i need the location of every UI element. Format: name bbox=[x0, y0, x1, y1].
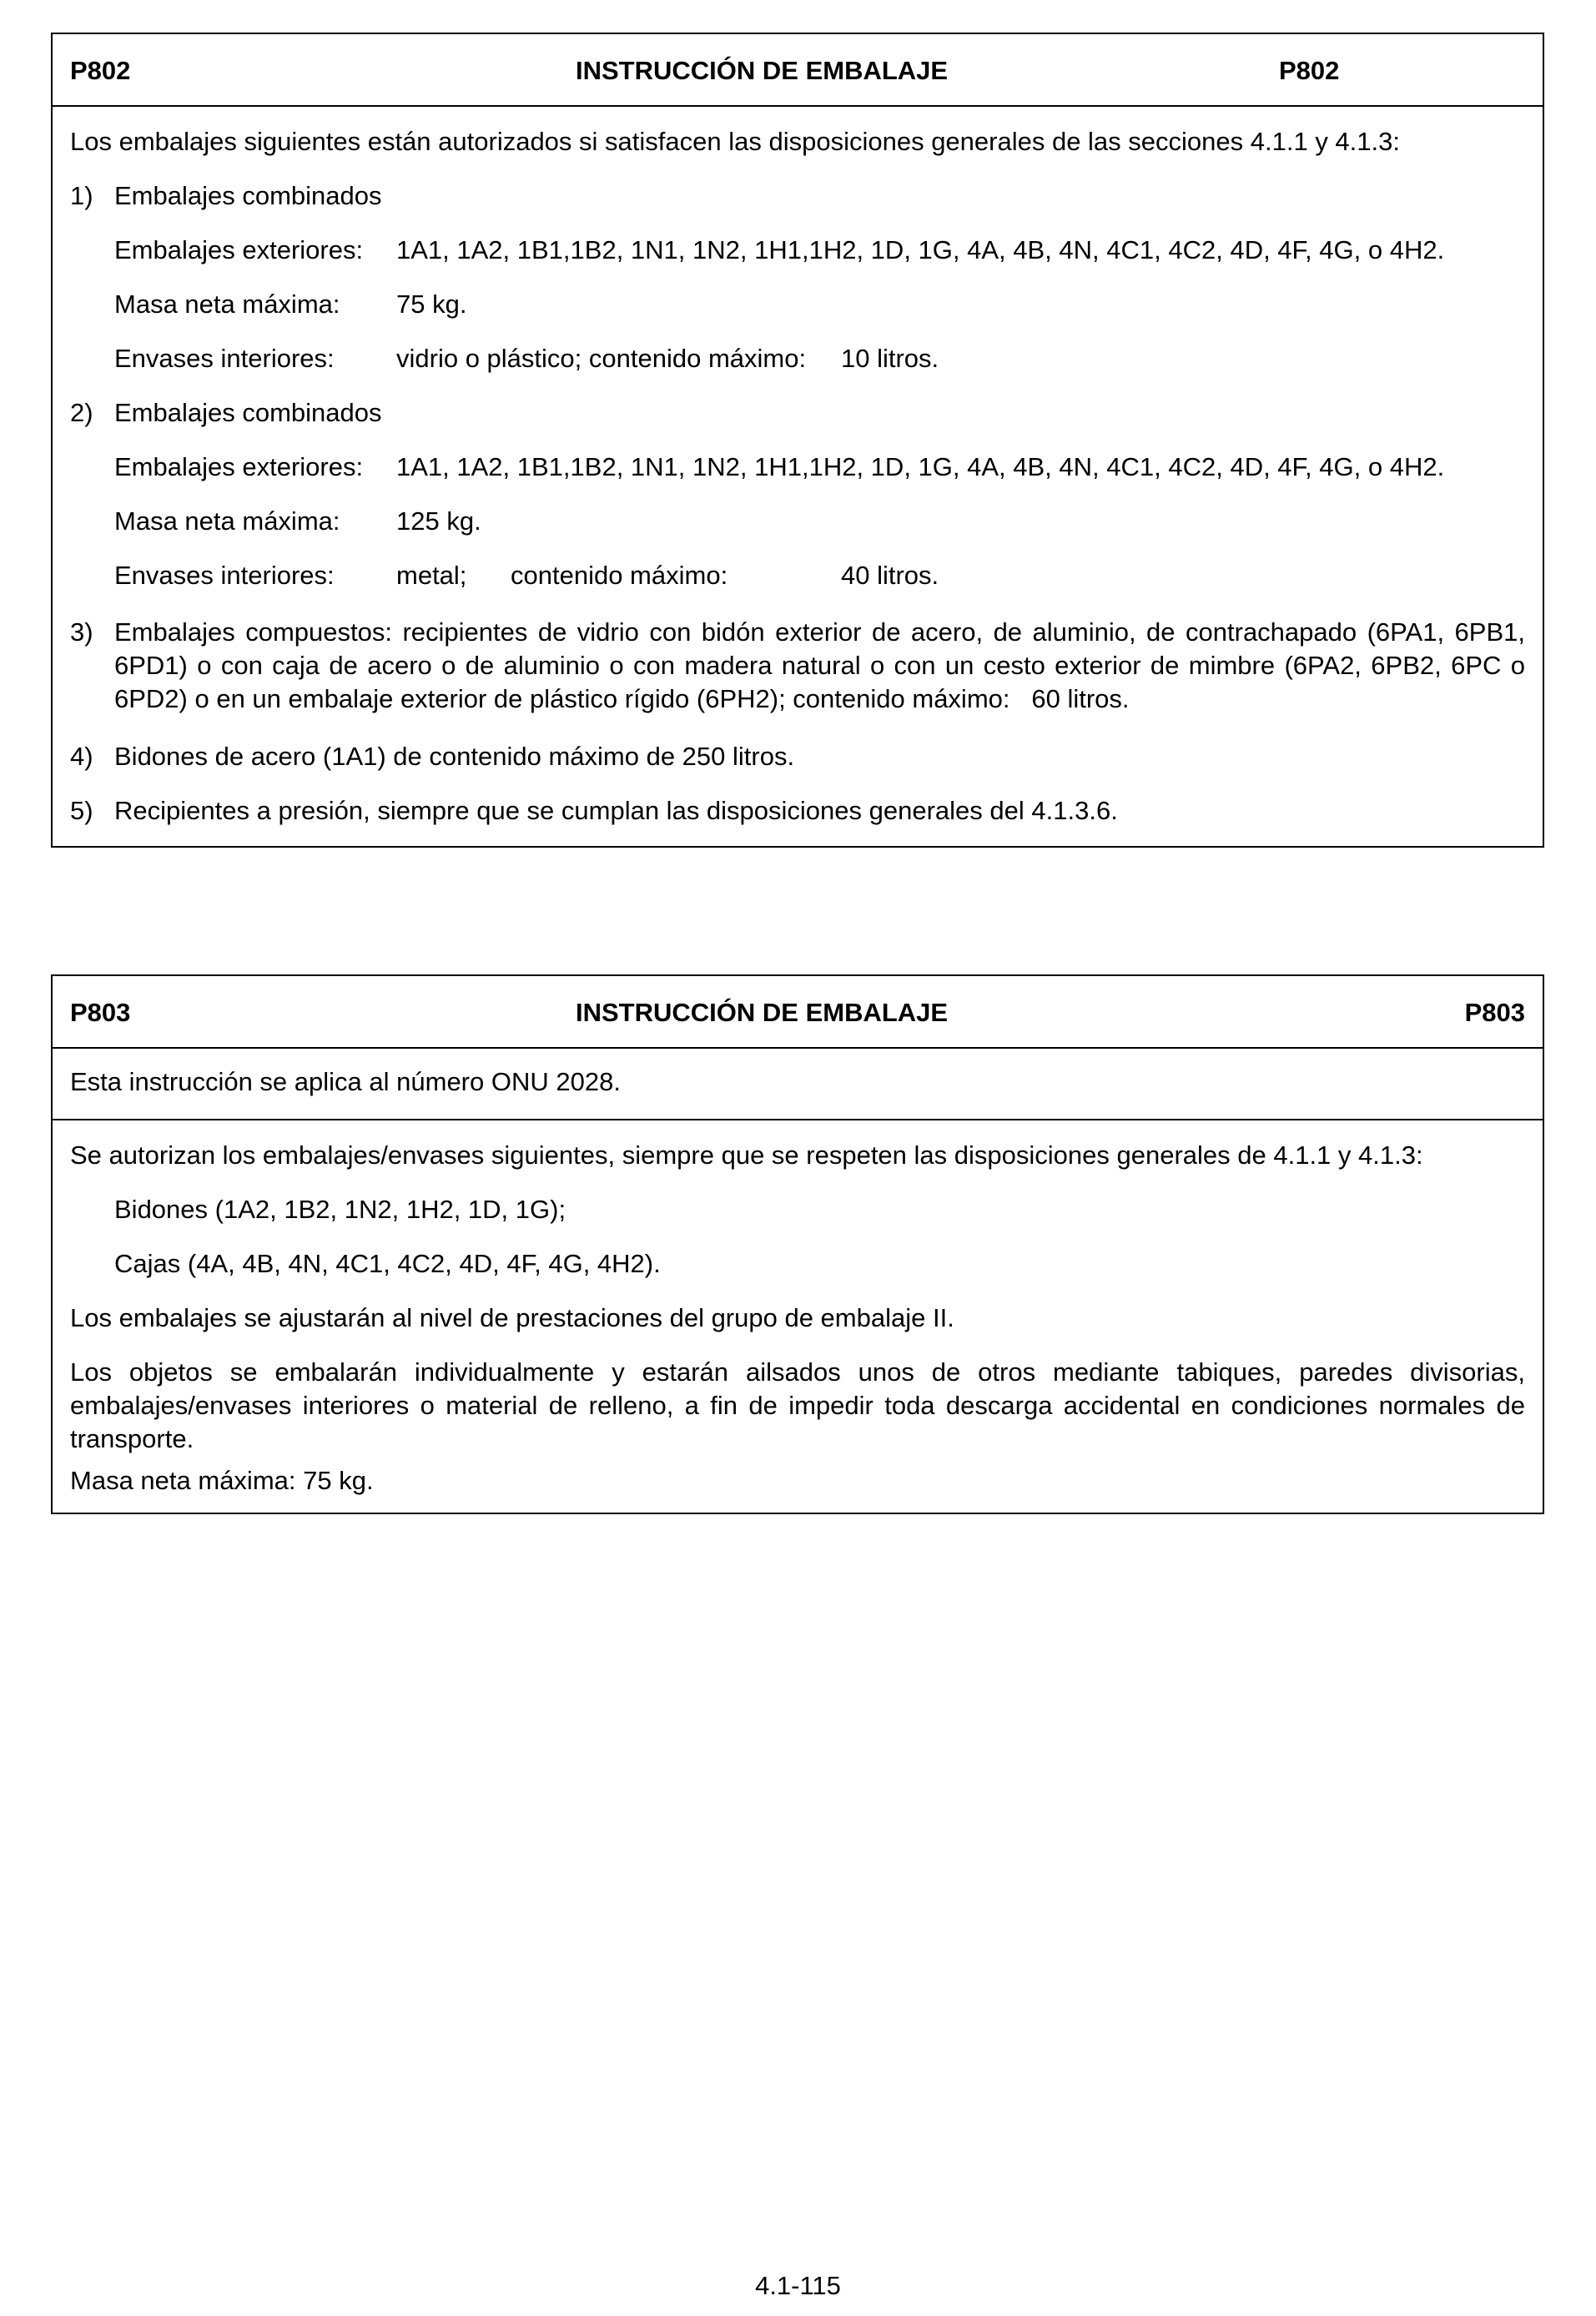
p802-item3-num: 3) bbox=[70, 617, 93, 647]
p802-instruction-box bbox=[51, 33, 1544, 848]
p803-body bbox=[53, 1120, 1543, 1514]
p802-header bbox=[53, 34, 1543, 107]
p802-item2-heading: Embalajes combinados bbox=[114, 398, 382, 427]
p802-item1-inner-value-a: vidrio o plástico; contenido máximo: bbox=[396, 344, 807, 373]
p802-item2-mass-value: 125 kg. bbox=[396, 506, 481, 536]
p803-authorized: Se autorizan los embalajes/envases siguientes, siempre que se respeten las disposiciones generales de 4.1.1 y 4.1.3: bbox=[70, 1140, 1423, 1170]
p802-item2-inner-label: Envases interiores: bbox=[114, 561, 335, 590]
p803-group: Los embalajes se ajustarán al nivel de prestaciones del grupo de embalaje II. bbox=[70, 1303, 954, 1332]
p802-item4-num: 4) bbox=[70, 742, 93, 771]
p802-item2-inner-value-b: contenido máximo: bbox=[511, 561, 728, 590]
p802-item4-text: Bidones de acero (1A1) de contenido máximo de 250 litros. bbox=[114, 742, 795, 771]
p802-item1-mass-value: 75 kg. bbox=[396, 290, 467, 319]
p802-code-right: P802 bbox=[1279, 56, 1340, 85]
p802-intro: Los embalajes siguientes están autorizados si satisfacen las disposiciones generales de las secciones 4.1.1 y 4.1.3: bbox=[70, 127, 1400, 156]
p802-item1-outer-value: 1A1, 1A2, 1B1,1B2, 1N1, 1N2, 1H1,1H2, 1D, 1G, 4A, 4B, 4N, 4C1, 4C2, 4D, 4F, 4G, o 4H2. bbox=[396, 235, 1445, 264]
p803-objects: Los objetos se embalarán individualmente y estarán ailsados unos de otros mediante tabiques, paredes divisorias, embalajes/envases interiores o material de relleno, a fin de impedir toda descarga accidental en condiciones normales de transporte. bbox=[70, 1357, 1525, 1453]
p802-code-left: P802 bbox=[70, 56, 131, 85]
p802-item1-heading: Embalajes combinados bbox=[114, 181, 382, 210]
p802-item2-inner-value-a: metal; bbox=[396, 561, 467, 590]
p802-item2-inner-value-c: 40 litros. bbox=[841, 561, 939, 590]
p803-code-left: P803 bbox=[70, 998, 131, 1027]
p803-title: INSTRUCCIÓN DE EMBALAJE bbox=[576, 998, 949, 1027]
page-number: 4.1-115 bbox=[755, 2271, 841, 2300]
p802-item3-text-tail: 60 litros. bbox=[1031, 684, 1130, 713]
p803-mass: Masa neta máxima: 75 kg. bbox=[70, 1466, 374, 1495]
p802-item5-num: 5) bbox=[70, 796, 93, 825]
p802-item5-text: Recipientes a presión, siempre que se cumplan las disposiciones generales del 4.1.3.6. bbox=[114, 796, 1118, 825]
p803-applies-section bbox=[53, 1049, 1543, 1120]
p802-item2-mass-label: Masa neta máxima: bbox=[114, 506, 340, 536]
p803-header bbox=[53, 976, 1543, 1049]
p802-item1-outer-label: Embalajes exteriores: bbox=[114, 235, 364, 264]
p802-item2-outer-value: 1A1, 1A2, 1B1,1B2, 1N1, 1N2, 1H1,1H2, 1D, 1G, 4A, 4B, 4N, 4C1, 4C2, 4D, 4F, 4G, o 4H2. bbox=[396, 452, 1445, 481]
p802-body bbox=[53, 107, 1543, 848]
p803-code-right: P803 bbox=[1464, 998, 1525, 1027]
p802-item2-num: 2) bbox=[70, 398, 93, 427]
p802-item1-mass-label: Masa neta máxima: bbox=[114, 290, 340, 319]
p802-item1-inner-label: Envases interiores: bbox=[114, 344, 335, 373]
p802-item3-text: Embalajes compuestos: recipientes de vidrio con bidón exterior de acero, de aluminio, de contrachapado (6PA1, 6PB1, 6PD1) o con caja de acero o de aluminio o con madera natural o con un cesto exterior de mimbre (6PA2, 6PB2, 6PC o 6PD2) o en un embalaje exterior de plástico rígido (6PH2); contenido máximo: 60 litros. bbox=[114, 617, 1525, 713]
p802-item1-num: 1) bbox=[70, 181, 93, 210]
p802-item3 bbox=[53, 616, 1543, 720]
p803-applies: Esta instrucción se aplica al número ONU 2028. bbox=[70, 1067, 621, 1096]
p802-item1-inner-value-b: 10 litros. bbox=[841, 344, 939, 373]
p803-instruction-box bbox=[51, 974, 1544, 1514]
p802-title: INSTRUCCIÓN DE EMBALAJE bbox=[576, 56, 949, 85]
p803-boxes: Cajas (4A, 4B, 4N, 4C1, 4C2, 4D, 4F, 4G, 4H2). bbox=[114, 1249, 661, 1278]
p802-item2-outer-label: Embalajes exteriores: bbox=[114, 452, 364, 481]
p803-drums: Bidones (1A2, 1B2, 1N2, 1H2, 1D, 1G); bbox=[114, 1195, 566, 1224]
